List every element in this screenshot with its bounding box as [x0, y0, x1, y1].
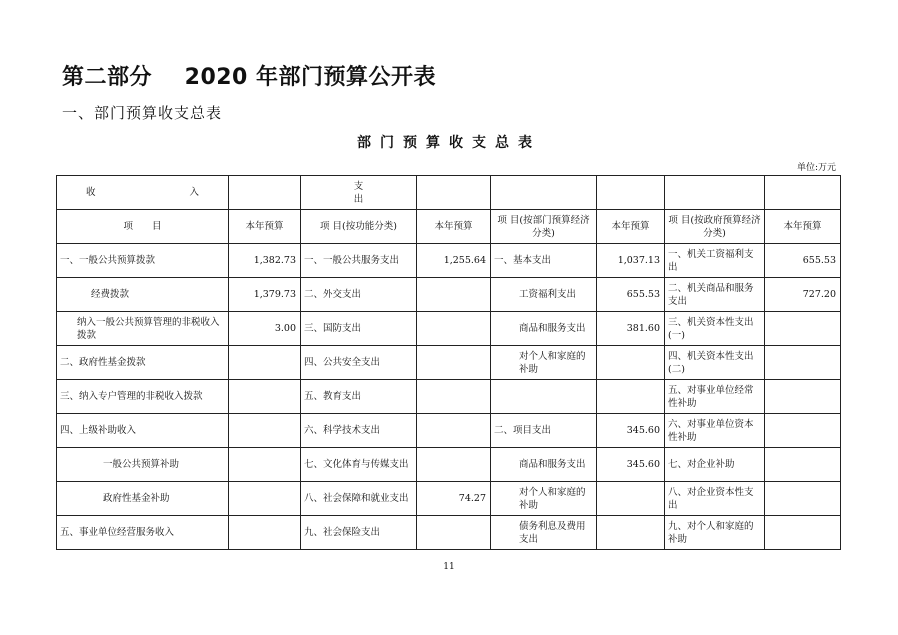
header-blank [491, 176, 597, 210]
dept-econ-item: 工资福利支出 [491, 278, 597, 312]
function-amount [417, 516, 491, 550]
income-amount [229, 516, 301, 550]
gov-econ-amount [765, 414, 841, 448]
gov-econ-amount [765, 448, 841, 482]
income-item: 一、一般公共预算拨款 [57, 244, 229, 278]
table-row [57, 244, 841, 278]
table-row [57, 312, 841, 346]
table-row [57, 346, 841, 380]
gov-econ-item: 六、对事业单位资本性补助 [665, 414, 765, 448]
column-header: 本年预算 [765, 210, 841, 244]
page-number: 11 [443, 562, 455, 572]
dept-econ-amount: 345.60 [597, 414, 665, 448]
income-amount [229, 448, 301, 482]
function-item: 四、公共安全支出 [301, 346, 417, 380]
table-row [57, 380, 841, 414]
income-header-left: 收 [86, 187, 96, 198]
income-amount: 1,382.73 [229, 244, 301, 278]
function-item: 一、一般公共服务支出 [301, 244, 417, 278]
header-blank [417, 176, 491, 210]
function-item: 八、社会保障和就业支出 [301, 482, 417, 516]
header-blank [597, 176, 665, 210]
income-amount [229, 414, 301, 448]
column-header: 项 目(按部门预算经济分类) [491, 210, 597, 244]
income-item: 纳入一般公共预算管理的非税收入拨款 [57, 312, 229, 346]
table-row [57, 516, 841, 550]
gov-econ-amount [765, 380, 841, 414]
dept-econ-amount: 345.60 [597, 448, 665, 482]
gov-econ-item: 四、机关资本性支出(二) [665, 346, 765, 380]
column-header: 项 目 [57, 210, 229, 244]
function-amount: 74.27 [417, 482, 491, 516]
dept-econ-item: 一、基本支出 [491, 244, 597, 278]
dept-econ-item: 对个人和家庭的补助 [491, 346, 597, 380]
table-top-header [57, 176, 841, 210]
function-amount: 1,255.64 [417, 244, 491, 278]
income-amount: 1,379.73 [229, 278, 301, 312]
table-column-header [57, 210, 841, 244]
income-item: 四、上级补助收入 [57, 414, 229, 448]
column-header: 本年预算 [229, 210, 301, 244]
gov-econ-item: 九、对个人和家庭的补助 [665, 516, 765, 550]
function-amount [417, 380, 491, 414]
column-header: 项 目(按政府预算经济分类) [665, 210, 765, 244]
expense-header-line2: 出 [353, 193, 364, 205]
dept-econ-item [491, 380, 597, 414]
dept-econ-amount [597, 380, 665, 414]
header-blank [665, 176, 765, 210]
column-header: 本年预算 [417, 210, 491, 244]
income-amount [229, 482, 301, 516]
column-header: 本年预算 [597, 210, 665, 244]
dept-econ-amount [597, 516, 665, 550]
table-row [57, 278, 841, 312]
gov-econ-amount [765, 312, 841, 346]
income-item: 政府性基金补助 [57, 482, 229, 516]
gov-econ-amount: 727.20 [765, 278, 841, 312]
gov-econ-amount: 655.53 [765, 244, 841, 278]
income-amount: 3.00 [229, 312, 301, 346]
function-amount [417, 346, 491, 380]
gov-econ-item: 八、对企业资本性支出 [665, 482, 765, 516]
income-item: 五、事业单位经营服务收入 [57, 516, 229, 550]
table-row [57, 414, 841, 448]
income-item: 经费拨款 [57, 278, 229, 312]
gov-econ-amount [765, 516, 841, 550]
section-title: 一、部门预算收支总表 [62, 104, 223, 122]
dept-econ-item: 商品和服务支出 [491, 312, 597, 346]
dept-econ-item: 二、项目支出 [491, 414, 597, 448]
function-item: 七、文化体育与传媒支出 [301, 448, 417, 482]
expense-header-line1: 支 [353, 180, 364, 192]
gov-econ-amount [765, 346, 841, 380]
income-item: 一般公共预算补助 [57, 448, 229, 482]
income-item: 二、政府性基金拨款 [57, 346, 229, 380]
table-title: 部门预算收支总表 [357, 135, 541, 151]
dept-econ-amount: 1,037.13 [597, 244, 665, 278]
part-title: 第二部分 2020 年部门预算公开表 [62, 65, 437, 90]
dept-econ-item: 对个人和家庭的补助 [491, 482, 597, 516]
dept-econ-amount [597, 482, 665, 516]
gov-econ-item: 一、机关工资福利支出 [665, 244, 765, 278]
dept-econ-item: 债务利息及费用支出 [491, 516, 597, 550]
unit-label: 单位:万元 [796, 163, 836, 173]
gov-econ-item: 七、对企业补助 [665, 448, 765, 482]
function-item: 六、科学技术支出 [301, 414, 417, 448]
function-amount [417, 414, 491, 448]
function-item: 九、社会保险支出 [301, 516, 417, 550]
header-blank [765, 176, 841, 210]
header-blank [229, 176, 301, 210]
function-item: 三、国防支出 [301, 312, 417, 346]
dept-econ-amount: 381.60 [597, 312, 665, 346]
gov-econ-item: 三、机关资本性支出(一) [665, 312, 765, 346]
income-amount [229, 380, 301, 414]
function-item: 五、教育支出 [301, 380, 417, 414]
function-amount [417, 278, 491, 312]
dept-econ-item: 商品和服务支出 [491, 448, 597, 482]
income-header-right: 入 [189, 187, 199, 198]
column-header: 项 目(按功能分类) [301, 210, 417, 244]
table-row [57, 448, 841, 482]
gov-econ-item: 二、机关商品和服务支出 [665, 278, 765, 312]
income-header [57, 176, 229, 210]
dept-econ-amount [597, 346, 665, 380]
gov-econ-amount [765, 482, 841, 516]
income-amount [229, 346, 301, 380]
function-amount [417, 448, 491, 482]
income-item: 三、纳入专户管理的非税收入拨款 [57, 380, 229, 414]
table-row [57, 482, 841, 516]
expense-header [301, 176, 417, 210]
function-item: 二、外交支出 [301, 278, 417, 312]
budget-summary-table [56, 175, 841, 550]
gov-econ-item: 五、对事业单位经常性补助 [665, 380, 765, 414]
function-amount [417, 312, 491, 346]
dept-econ-amount: 655.53 [597, 278, 665, 312]
